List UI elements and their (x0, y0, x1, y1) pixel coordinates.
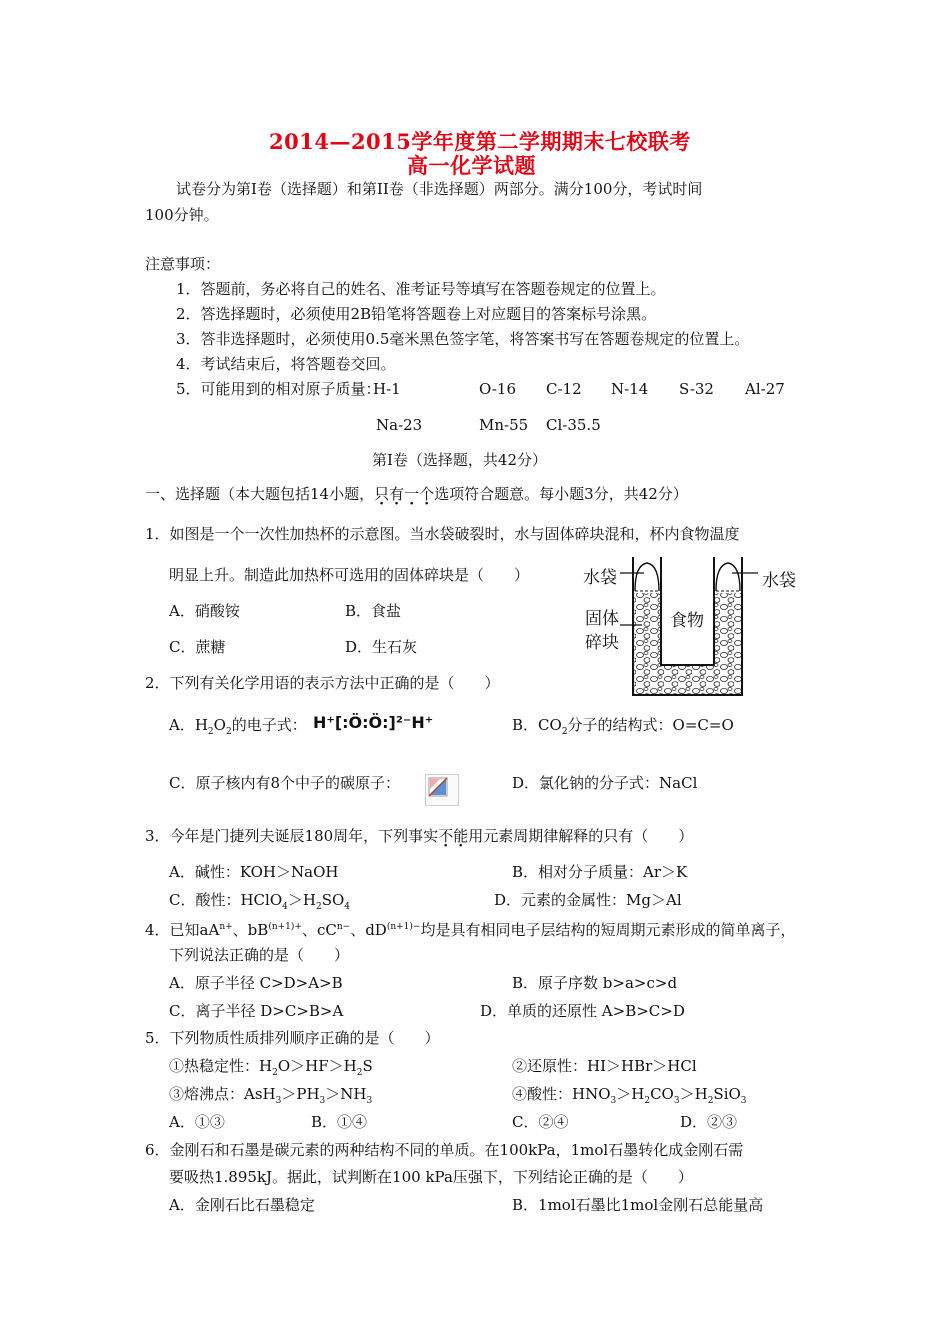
q5-item-1: ①热稳定性：$H_2O>HF>H_2S$ (169, 1057, 373, 1078)
mass-s: S-32 (679, 380, 714, 398)
label-food: 食物 (670, 611, 704, 631)
q6-stem-line2: 要吸热1.895kJ。据此，试判断在100 kPa压强下，下列结论正确的是（ ） (169, 1168, 693, 1186)
notice-item-2: 2．答选择题时，必须使用2B铅笔将答题卷上对应题目的答案标号涂黑。 (176, 305, 657, 323)
mass-mn: Mn-55 (479, 416, 529, 434)
q1-stem-line1: 1．如图是一个一次性加热杯的示意图。当水袋破裂时，水与固体碎块混和，杯内食物温度 (145, 525, 740, 543)
q6-option-a: A．金刚石比石墨稳定 (169, 1196, 315, 1214)
broken-image-icon (425, 774, 459, 806)
q1-option-b: B．食盐 (345, 602, 402, 620)
q1-option-c: C．蔗糖 (169, 638, 226, 656)
label-solid-line1: 固体 (585, 609, 619, 629)
solid-fragments-right (715, 593, 741, 694)
mass-al: Al-27 (745, 380, 785, 398)
q2-option-c: C．原子核内有8个中子的碳原子： (169, 774, 401, 792)
q5-item-4: ④酸性：$HNO_3>H_2CO_3>H_2SiO_3$ (512, 1085, 747, 1106)
q5-option-d: D．②③ (680, 1113, 738, 1131)
q4-option-b: B．原子序数 b>a>c>d (512, 974, 678, 992)
mass-cl: Cl-35.5 (546, 416, 601, 434)
q3-option-c: C．酸性：$HClO_4>H_2SO_4$ (169, 891, 351, 912)
q4-option-c: C．离子半径 D>C>B>A (169, 1002, 344, 1020)
q2-option-b: B．$CO_2$分子的结构式：O=C=O (512, 716, 734, 737)
label-water-bag-right: 水袋 (762, 571, 796, 591)
h2o2-electron-formula: H⁺[:Ö:Ö:]²⁻H⁺ (313, 713, 434, 732)
q3-emphasis: 不能 (438, 827, 469, 845)
q2-stem: 2．下列有关化学用语的表示方法中正确的是（ ） (145, 674, 500, 692)
q3-stem: 3．今年是门捷列夫诞辰180周年，下列事实不能用元素周期律解释的只有（ ） (145, 827, 694, 845)
q6-stem-line1: 6．金刚石和石墨是碳元素的两种结构不同的单质。在100kPa，1mol石墨转化成金刚石需 (145, 1141, 744, 1159)
q4-option-a: A．原子半径 C>D>A>B (169, 974, 343, 992)
water-bag-right-shape (716, 563, 740, 591)
q3-option-d: D．元素的金属性：Mg＞Al (494, 891, 682, 909)
q3-option-a: A．碱性：KOH＞NaOH (169, 863, 339, 881)
q1-option-d: D．生石灰 (345, 638, 418, 656)
mass-c: C-12 (546, 380, 582, 398)
q5-item-3: ③熔沸点：$AsH_3>PH_3>NH_3$ (169, 1085, 373, 1106)
q4-stem-line2: 下列说法正确的是（ ） (169, 946, 350, 964)
q5-item-2: ②还原性：HI＞HBr＞HCl (512, 1057, 697, 1075)
q5-option-a: A．①③ (169, 1113, 225, 1131)
mass-na: Na-23 (376, 416, 423, 434)
q1-stem-line2: 明显上升。制造此加热杯可选用的固体碎块是（ ） (169, 566, 530, 584)
label-solid-line2: 碎块 (585, 633, 619, 653)
q1-option-a: A．硝酸铵 (169, 602, 240, 620)
part1-heading: 第Ⅰ卷（选择题，共42分） (372, 451, 548, 469)
q3-option-b: B．相对分子质量：Ar＞K (512, 863, 688, 881)
q4-option-d: D．单质的还原性 A>B>C>D (480, 1002, 685, 1020)
water-bag-left-shape (635, 563, 659, 591)
notice-item-4: 4．考试结束后，将答题卷交回。 (176, 355, 396, 373)
q5-stem: 5．下列物质性质排列顺序正确的是（ ） (145, 1029, 440, 1047)
mass-h: H-1 (373, 380, 401, 398)
label-water-bag-left: 水袋 (583, 568, 617, 588)
section-heading: 一、选择题（本大题包括14小题，只有一个选项符合题意。每小题3分，共42分） (145, 485, 688, 503)
notice-item-5-label: 5．可能用到的相对原子质量： (176, 380, 381, 398)
mass-o: O-16 (479, 380, 517, 398)
notice-item-3: 3．答非选择题时，必须使用0.5毫米黑色签字笔，将答案书写在答题卷规定的位置上。 (176, 330, 750, 348)
q5-option-c: C．②④ (512, 1113, 569, 1131)
mass-n: N-14 (611, 380, 649, 398)
solid-fragments-left (634, 593, 660, 694)
section-emphasis: 只有一个 (374, 485, 435, 503)
q2-option-d: D．氯化钠的分子式：NaCl (512, 774, 698, 792)
intro-line1: 试卷分为第Ⅰ卷（选择题）和第II卷（非选择题）两部分。满分100分，考试时间 (176, 180, 703, 198)
q5-option-b: B．①④ (311, 1113, 368, 1131)
intro-line2: 100分钟。 (145, 206, 219, 224)
q2-option-a: A．$H_2O_2$的电子式： (169, 716, 307, 737)
exam-title-line2: 高一化学试题 (407, 153, 536, 178)
notice-item-1: 1．答题前，务必将自己的姓名、准考证号等填写在答题卷规定的位置上。 (176, 280, 666, 298)
q6-option-b: B．1mol石墨比1mol金刚石总能量高 (512, 1196, 764, 1214)
notice-heading: 注意事项： (145, 255, 221, 273)
exam-title-line1: 2014—2015学年度第二学期期末七校联考 (269, 129, 691, 154)
solid-fragments-bottom (660, 666, 715, 694)
q4-stem-line1: 4．已知$aA^{n+}$、$bB^{(n+1)+}$、$cC^{n-}$、$dD^{(n+1)-}$均是具有相同电子层结构的短周期元素形成的简单离子， (145, 921, 796, 939)
